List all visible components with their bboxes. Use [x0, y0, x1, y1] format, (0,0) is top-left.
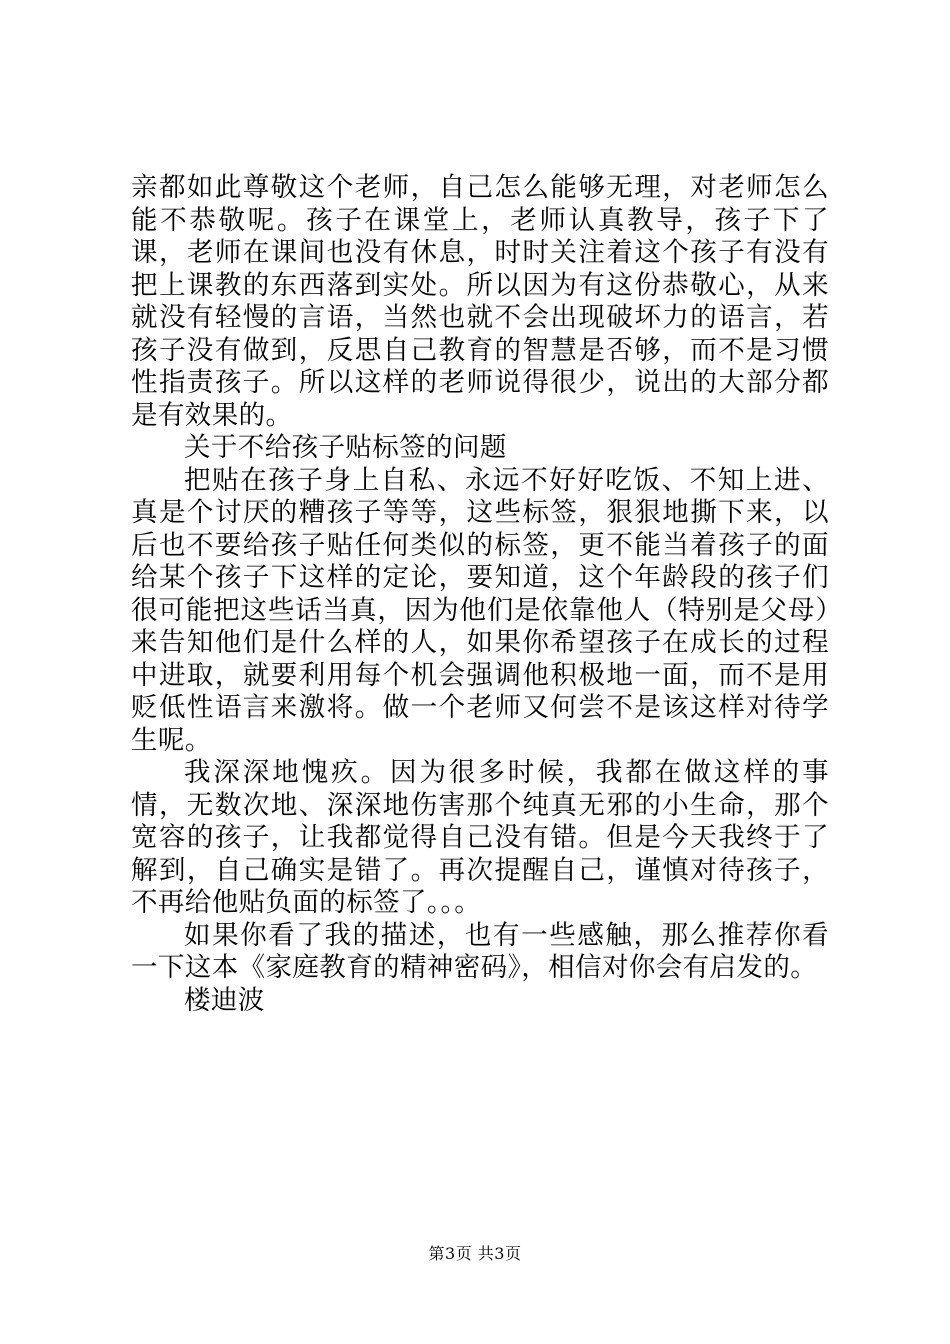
paragraph-labels: 把贴在孩子身上自私、永远不好好吃饭、不知上进、真是个讨厌的糟孩子等等，这些标签，狠狠地撕下来，以后也不要给孩子贴任何类似的标签，更不能当着孩子的面给某个孩子下这样的定论，要知道，这个年龄段的孩子们很可能把这些话当真，因为他们是依靠他人（特别是父母）来告知他们是什么样的人，如果你希望孩子在成长的过程中进取，就要利用每个机会强调他积极地一面，而不是用贬低性语言来激将。做一个老师又何尝不是该这样对待学生呢。	[131, 464, 829, 756]
page-number-footer: 第3页 共3页	[428, 1244, 522, 1263]
paragraph-continuation: 亲都如此尊敬这个老师，自己怎么能够无理，对老师怎么能不恭敬呢。孩子在课堂上，老师认真教导，孩子下了课，老师在课间也没有休息，时时关注着这个孩子有没有把上课教的东西落到实处。所以因为有这份恭敬心，从来就没有轻慢的言语，当然也就不会出现破坏力的语言，若孩子没有做到，反思自己教育的智慧是否够，而不是习惯性指责孩子。所以这样的老师说得很少，说出的大部分都是有效果的。	[131, 172, 829, 431]
paragraph-reflection: 我深深地愧疚。因为很多时候，我都在做这样的事情，无数次地、深深地伤害那个纯真无邪的小生命，那个宽容的孩子，让我都觉得自己没有错。但是今天我终于了解到，自己确实是错了。再次提醒自己，谨慎对待孩子，不再给他贴负面的标签了。。。	[131, 757, 829, 918]
author-name: 楼迪波	[184, 984, 265, 1016]
paragraph-recommendation: 如果你看了我的描述，也有一些感触，那么推荐你看一下这本《家庭教育的精神密码》，相信对你会有启发的。	[131, 919, 829, 983]
section-heading: 关于不给孩子贴标签的问题	[184, 432, 507, 463]
document-body	[131, 172, 829, 1017]
